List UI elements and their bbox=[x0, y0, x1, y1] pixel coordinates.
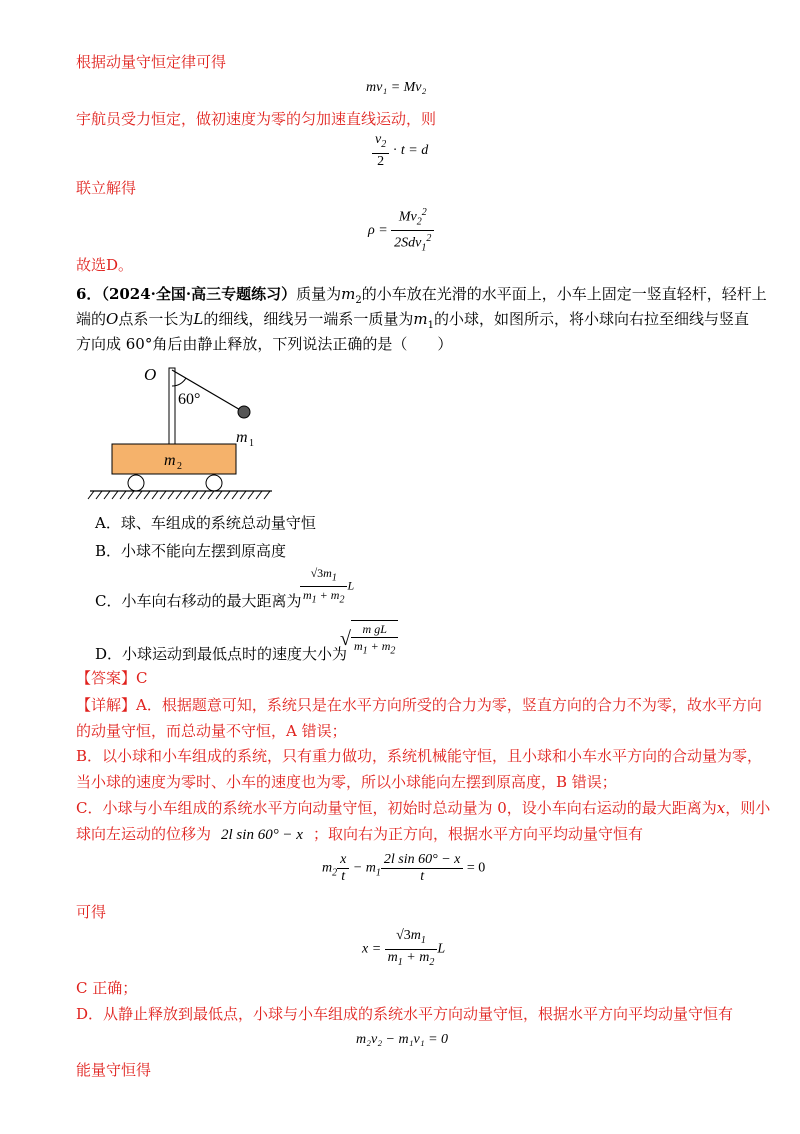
question-6-line-3: 方向成 60°角后由静止释放，下列说法正确的是（ ） bbox=[76, 335, 453, 353]
ball bbox=[238, 406, 250, 418]
formula-momentum-lowest: m₂v₂ − m₁v₁ = 0 bbox=[356, 1032, 449, 1047]
formula-kinematics: $\frac{v_2}{2}$ · t = d bbox=[372, 132, 428, 170]
detail-d-line-1: D．从静止释放到最低点，小球与小车组成的系统水平方向动量守恒，根据水平方向平均动量守恒有 bbox=[76, 1005, 734, 1023]
question-6-line-1: 6．（2024·全国·高三专题练习）质量为$m_2$的小车放在光滑的水平面上，小车上固定一竖直轻杆，轻杆上 bbox=[76, 285, 767, 306]
option-a: A．球、车组成的系统总动量守恒 bbox=[95, 514, 316, 532]
label-m1: m bbox=[236, 429, 248, 446]
displacement-formula: 2l sin 60° − x bbox=[221, 827, 303, 843]
formula-average-momentum: $m_2$ $\frac{x}{t}$ − $m_1$ $\frac{\text{2l sin 60° − x}}{t}$ = 0 bbox=[322, 852, 486, 884]
option-d: D．小球运动到最低点时的速度大小为 bbox=[95, 645, 348, 663]
detail-c-line-4: C 正确； bbox=[76, 979, 138, 997]
wheel-left bbox=[128, 475, 144, 491]
detail-c-line-1: C．小球与小车组成的系统水平方向动量守恒，初始时总动量为 0，设小车向右运动的最大距离为x，则小 bbox=[76, 799, 771, 817]
solution-line-1: 根据动量守恒定律可得 bbox=[76, 53, 227, 71]
question-source: （2024·全国·高三专题练习） bbox=[101, 285, 297, 303]
formula-momentum: mv₁ = Mv₂ bbox=[366, 80, 427, 95]
label-m2: m bbox=[164, 452, 176, 469]
vertical-rod bbox=[169, 368, 175, 444]
detail-a-line-2: 的动量守恒，而总动量不守恒，A 错误； bbox=[76, 722, 347, 740]
detail-b-line-1: B．以小球和小车组成的系统，只有重力做功，系统机械能守恒，且小球和小车水平方向的合动量为零， bbox=[76, 747, 763, 765]
pendulum-cart-figure bbox=[86, 360, 276, 510]
detail-b-line-2: 当小球的速度为零时、小车的速度也为零，所以小球能向左摆到原高度，B 错误； bbox=[76, 773, 617, 791]
option-c-formula: $\frac{√3m_1}{m_1 + m_2}$ L bbox=[300, 565, 354, 609]
formula-density: ρ = $\frac{Mv_2^2}{2Sdv_1^2}$ bbox=[368, 205, 434, 257]
label-m1-sub: 1 bbox=[249, 438, 254, 449]
detail-c-line-2: 球向左运动的位移为 2l sin 60° − x ；取向右为正方向，根据水平方向平均动量守恒有 bbox=[76, 825, 643, 843]
detail-c-line-3: 可得 bbox=[76, 903, 107, 921]
solution-line-4: 故选D。 bbox=[76, 256, 134, 274]
solution-line-3: 联立解得 bbox=[76, 179, 137, 197]
label-O: O bbox=[144, 365, 157, 384]
label-angle: 60° bbox=[178, 391, 201, 408]
question-6-line-2: 端的O点系一长为L的细线，细线另一端系一质量为$m_1$的小球，如图所示，将小球向右拉至细线与竖直 bbox=[76, 310, 749, 331]
formula-density-lhs: ρ = bbox=[368, 223, 388, 239]
wheel-right bbox=[206, 475, 222, 491]
option-b: B．小球不能向左摆到原高度 bbox=[95, 542, 287, 560]
detail-d-line-2: 能量守恒得 bbox=[76, 1061, 152, 1079]
ground-hatch bbox=[88, 491, 270, 499]
option-d-formula: √ $\frac{\text{m gL}}{m_1 + m_2}$ bbox=[340, 620, 398, 659]
label-m2-sub: 2 bbox=[177, 461, 182, 472]
answer-line: 【答案】C bbox=[76, 669, 148, 687]
question-number: 6． bbox=[76, 285, 102, 303]
option-c: C．小车向右移动的最大距离为 bbox=[95, 592, 302, 610]
detail-a-line-1: 【详解】A．根据题意可知，系统只是在水平方向所受的合力为零，竖直方向的合力不为零，故水平方向 bbox=[76, 696, 762, 714]
formula-result-x: x = $\frac{√3m_1}{m_1 + m_2}$ L bbox=[362, 928, 446, 968]
solution-line-2: 宇航员受力恒定，做初速度为零的匀加速直线运动，则 bbox=[76, 110, 437, 128]
